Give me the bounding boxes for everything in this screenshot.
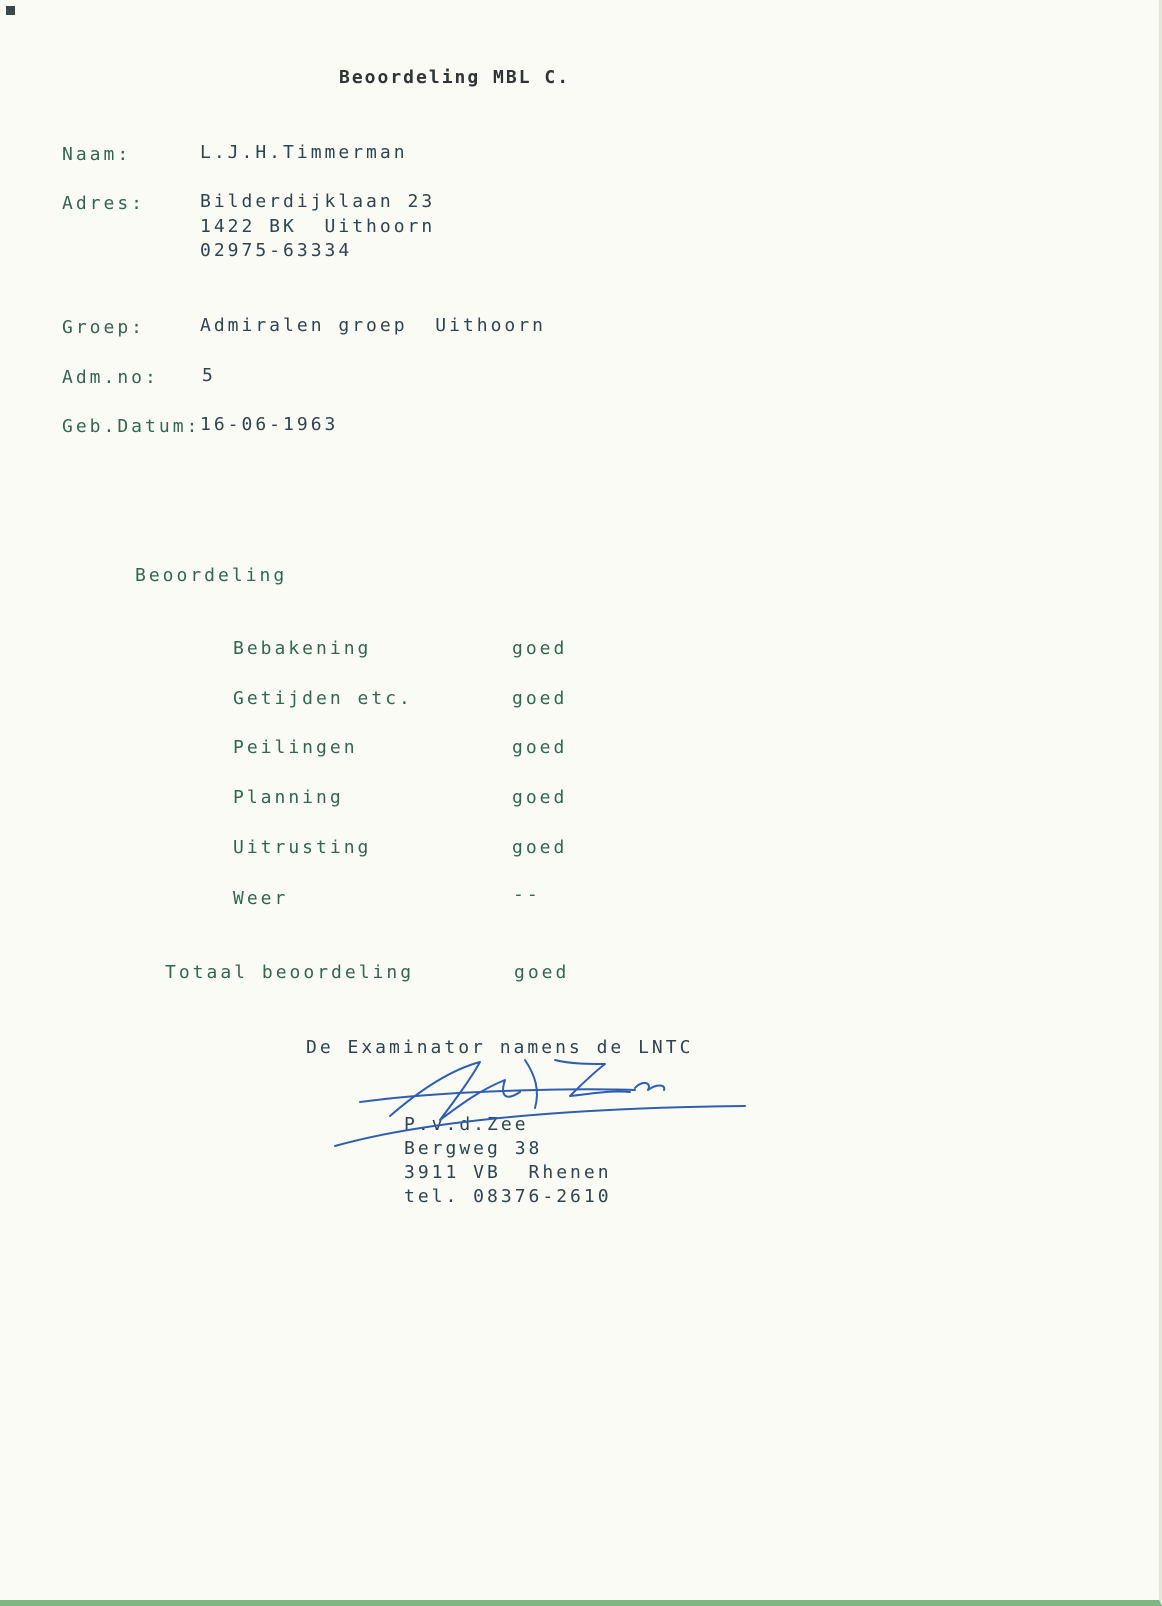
assessment-grade: goed — [512, 737, 568, 758]
total-label: Totaal beoordeling — [165, 962, 415, 983]
address-label: Adres: — [62, 193, 146, 214]
address-line-3: 02975-63334 — [200, 240, 353, 261]
admno-value: 5 — [202, 365, 216, 386]
signature-stroke — [335, 1106, 745, 1146]
total-grade: goed — [514, 962, 570, 983]
address-line-2: 1422 BK Uithoorn — [200, 216, 436, 237]
assessment-subject: Getijden etc. — [233, 688, 413, 709]
assessment-subject: Weer — [233, 888, 289, 909]
examiner-heading: De Examinator namens de LNTC — [306, 1037, 694, 1058]
signature-stroke — [525, 1060, 537, 1108]
name-label: Naam: — [62, 144, 132, 165]
document-title: Beoordeling MBL C. — [339, 67, 571, 88]
assessment-grade: goed — [512, 837, 568, 858]
dob-label: Geb.Datum: — [62, 416, 201, 437]
examiner-signature — [330, 1050, 750, 1160]
address-line-1: Bilderdijklaan 23 — [200, 191, 436, 212]
assessment-grade: goed — [512, 787, 568, 808]
assessment-subject: Bebakening — [233, 638, 372, 659]
corner-mark — [6, 6, 15, 15]
assessment-grade: -- — [513, 884, 541, 905]
assessment-subject: Peilingen — [233, 737, 358, 758]
examiner-phone: tel. 08376-2610 — [404, 1186, 612, 1207]
admno-label: Adm.no: — [62, 367, 159, 388]
signature-stroke — [360, 1089, 635, 1102]
signature-stroke — [555, 1060, 630, 1096]
assessment-heading: Beoordeling — [135, 565, 288, 586]
examiner-name: P.v.d.Zee — [404, 1114, 529, 1135]
candidate-name: L.J.H.Timmerman — [200, 142, 408, 163]
group-label: Groep: — [62, 317, 146, 338]
assessment-grade: goed — [512, 638, 568, 659]
dob-value: 16-06-1963 — [200, 414, 339, 435]
assessment-subject: Uitrusting — [233, 837, 372, 858]
examiner-street: Bergweg 38 — [404, 1138, 543, 1159]
signature-stroke — [635, 1083, 664, 1090]
assessment-grade: goed — [512, 688, 568, 709]
examiner-city: 3911 VB Rhenen — [404, 1162, 612, 1183]
group-value: Admiralen groep Uithoorn — [200, 315, 546, 336]
assessment-subject: Planning — [233, 787, 344, 808]
